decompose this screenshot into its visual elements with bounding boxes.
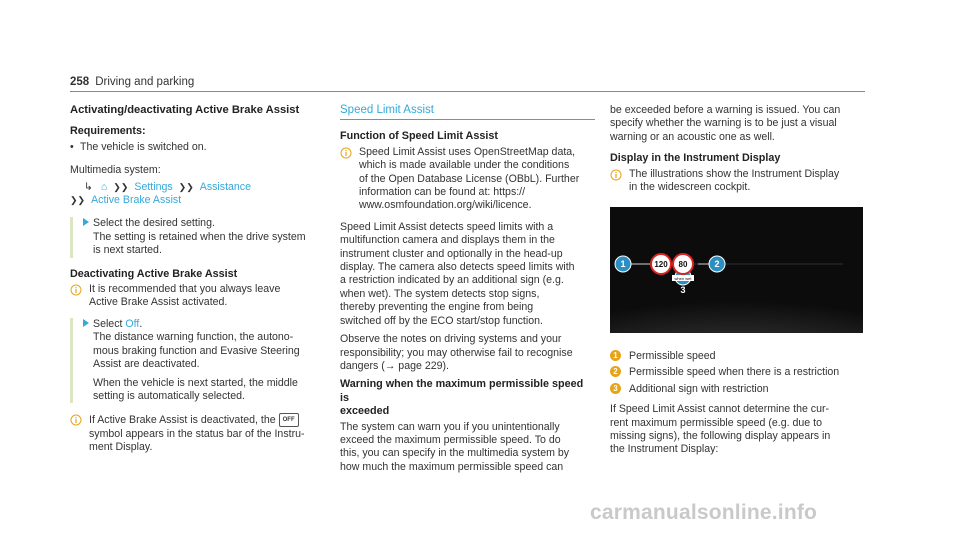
legend-text: Additional sign with restriction (629, 382, 769, 395)
home-icon: ⌂ (100, 180, 108, 193)
note-text: If Active Brake Assist is deactivated, the (89, 414, 276, 427)
step-text: setting is automatically selected. (93, 389, 245, 402)
note-text: It is recommended that you always leave (89, 283, 281, 296)
paragraph (340, 221, 595, 328)
paragraph-line: thereby preventing the engine from being (340, 301, 534, 314)
legend-item (610, 366, 870, 379)
paragraph (610, 403, 870, 457)
info-note (610, 168, 865, 195)
paragraph-line: exceed the maximum permissible speed. To do (340, 433, 561, 446)
paragraph-line: display. The camera also detects speed limits with (340, 261, 575, 274)
legend-number: 3 (610, 383, 621, 394)
instruction-step (70, 318, 320, 403)
page-section-title: Driving and parking (95, 76, 195, 88)
info-icon (70, 284, 82, 296)
note-text: Speed Limit Assist uses OpenStreetMap data, (359, 145, 576, 158)
step-text: Assist are deactivated. (93, 358, 200, 371)
paragraph-line: warning or an acoustic one as well. (610, 130, 775, 143)
page-ref-arrow-icon: → (384, 359, 396, 372)
paragraph-line: If Speed Limit Assist cannot determine the cur- (610, 403, 830, 416)
step-text: The setting is retained when the drive system (93, 230, 306, 243)
column-right (610, 104, 865, 202)
info-icon (340, 147, 352, 159)
note-text: ment Display. (89, 440, 153, 453)
instrument-display-illustration (610, 207, 863, 333)
paragraph-line: switched off by the ECO start/stop function. (340, 314, 543, 327)
note-text: symbol appears in the status bar of the Instru- (89, 427, 305, 440)
requirement-item: • The vehicle is switched on. (70, 141, 320, 154)
path-assistance[interactable]: Assistance (199, 180, 251, 193)
subsection-heading: Deactivating Active Brake Assist (70, 267, 238, 280)
paragraph-line: missing signs), the following display appears in (610, 430, 831, 443)
step-text: The distance warning function, the autono- (93, 331, 294, 344)
subsection-heading (340, 378, 595, 418)
info-note (70, 413, 320, 454)
paragraph-line: the Instrument Display: (610, 443, 719, 456)
legend-item (610, 383, 870, 396)
subsection-heading: Function of Speed Limit Assist (340, 130, 498, 143)
paragraph-line: how much the maximum permissible speed can (340, 460, 564, 473)
menu-path (70, 181, 320, 208)
paragraph-line: Speed Limit Assist detects speed limits with a (340, 220, 554, 233)
path-settings[interactable]: Settings (134, 180, 173, 193)
note-text: which is made available under the conditions (359, 159, 570, 172)
enter-arrow-icon: ↳ (84, 180, 93, 193)
brake-assist-off-icon: OFF (279, 413, 299, 427)
info-icon (610, 169, 622, 181)
step-text: mous braking function and Evasive Steering (93, 344, 300, 357)
info-icon (70, 414, 82, 426)
path-active-brake-assist[interactable]: Active Brake Assist (91, 194, 182, 207)
svg-text:when wet: when wet (674, 276, 692, 281)
paragraph (340, 333, 595, 373)
heading-line: Warning when the maximum permissible speed is (340, 378, 584, 404)
chevron-icon: ❯❯ (178, 181, 194, 192)
step-text: Select the desired setting. (93, 217, 215, 230)
svg-text:2: 2 (714, 259, 720, 269)
chevron-icon: ❯❯ (70, 195, 86, 206)
off-option[interactable]: Off (125, 317, 140, 330)
requirements-label: Requirements: (70, 125, 146, 138)
paragraph (610, 104, 865, 144)
step-text: is next started. (93, 244, 162, 257)
info-note (340, 146, 595, 213)
paragraph-line: a restriction indicated by an additional sign (e.g. (340, 274, 564, 287)
paragraph-line: specify whether the warning is to be just a visual (610, 117, 837, 130)
section-heading: Activating/deactivating Active Brake Assist (70, 104, 300, 116)
column-middle (340, 104, 595, 477)
instruction-step (70, 217, 320, 257)
page-header (70, 76, 194, 89)
svg-text:3: 3 (680, 285, 686, 295)
watermark: carmanualsonline.info (590, 501, 818, 524)
paragraph-line: responsibility; you may otherwise fail to recognise (340, 346, 573, 359)
svg-text:1: 1 (620, 259, 626, 269)
page-reference-link[interactable]: page 229). (395, 359, 449, 372)
svg-text:80: 80 (678, 260, 688, 269)
chevron-icon: ❯❯ (113, 181, 129, 192)
section-title: Speed Limit Assist (340, 104, 595, 120)
paragraph-line: be exceeded before a warning is issued. You can (610, 104, 841, 116)
legend-number: 2 (610, 366, 621, 377)
note-text: The illustrations show the Instrument Display (629, 167, 840, 180)
step-arrow-icon (83, 218, 89, 226)
step-arrow-icon (83, 319, 89, 327)
legend-number: 1 (610, 350, 621, 361)
step-text: When the vehicle is next started, the middle (93, 376, 298, 389)
svg-text:120: 120 (654, 260, 668, 269)
legend-item (610, 350, 870, 363)
multimedia-label: Multimedia system: (70, 164, 161, 177)
page-number: 258 (70, 76, 90, 88)
paragraph-line: dangers ( (340, 359, 385, 372)
paragraph-line: when wet). The system detects stop signs, (340, 287, 540, 300)
step-text: . (139, 317, 143, 330)
paragraph-line: The system can warn you if you unintentionally (340, 420, 560, 433)
figure-legend (610, 350, 870, 457)
heading-line: exceeded (340, 405, 390, 418)
paragraph-line: rent maximum permissible speed (e.g. due to (610, 416, 822, 429)
paragraph-line: this, you can specify in the multimedia system by (340, 447, 570, 460)
header-rule (70, 91, 865, 92)
note-text: in the widescreen cockpit. (629, 181, 751, 194)
osm-licence-link[interactable]: www.osmfoundation.org/wiki/licence. (359, 199, 532, 212)
subsection-heading: Display in the Instrument Display (610, 152, 781, 165)
note-text: information can be found at: https:// (359, 186, 526, 199)
note-text: Active Brake Assist activated. (89, 296, 228, 309)
note-text: of the Open Database License (OBbL). Further (359, 172, 580, 185)
paragraph-line: multifunction camera and displays them in the (340, 234, 555, 247)
step-text: Select (93, 317, 123, 330)
legend-text: Permissible speed when there is a restriction (629, 366, 840, 379)
paragraph (340, 421, 595, 475)
info-note (70, 283, 320, 310)
paragraph-line: Observe the notes on driving systems and your (340, 333, 562, 346)
column-left (70, 104, 320, 462)
illustration-svg (610, 207, 863, 333)
paragraph-line: instrument cluster and optionally in the head-up (340, 247, 563, 260)
legend-text: Permissible speed (629, 350, 716, 362)
